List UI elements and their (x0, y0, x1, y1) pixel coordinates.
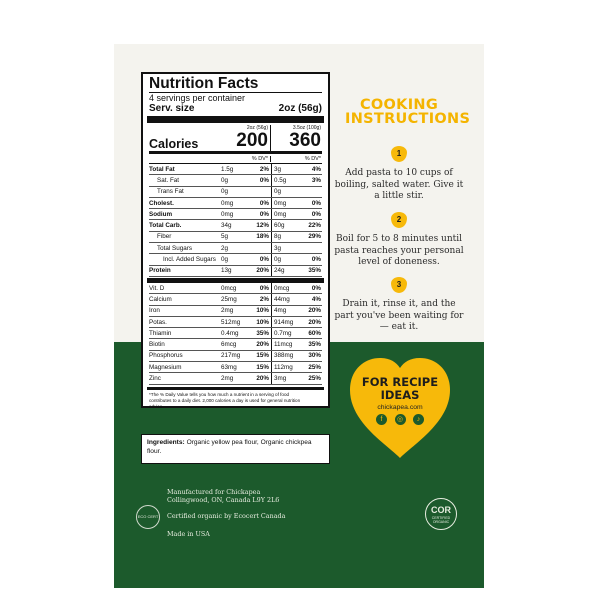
vitamin-a1: 512mg (221, 318, 241, 326)
nutrient-row (149, 220, 322, 231)
vitamin-row (149, 339, 322, 350)
nutrient-name: Trans Fat (157, 188, 184, 196)
vitamin-a2: 0.7mg (271, 328, 299, 338)
step-1-text: Add pasta to 10 cups of boiling, salted water. Give it a little stir. (334, 168, 464, 201)
vitamin-a1: 2mg (221, 374, 234, 382)
nutrient-a1: 13g (221, 267, 232, 275)
nutrient-row (149, 254, 322, 265)
vitamin-p2: 20% (308, 307, 321, 315)
vitamin-p2: 30% (308, 352, 321, 360)
vitamin-a2: 914mg (271, 317, 299, 327)
vitamin-name: Thiamin (149, 329, 172, 337)
nutrient-a2: 8g (271, 232, 299, 242)
calories-label: Calories (149, 137, 199, 151)
vitamin-p1: 20% (256, 374, 269, 382)
vitamin-a2: 44mg (271, 294, 299, 304)
vitamin-p2: 0% (311, 284, 321, 292)
vitamin-p1: 0% (259, 284, 269, 292)
ingredients-box (141, 434, 330, 464)
nutrient-a1: 0g (221, 256, 229, 264)
dv-footnote: *The % Daily Value tells you how much a nutrient in a serving of food contributes to a daily diet. 2,000 calories a day is used for general nutrition advice. (149, 391, 301, 409)
nutrient-name: Cholest. (149, 199, 174, 207)
vitamin-p2: 25% (308, 374, 321, 382)
col2-header: 3.5oz (100g) (270, 125, 322, 131)
nutrient-p1: 20% (256, 267, 269, 275)
vitamin-p1: 15% (256, 363, 269, 371)
vitamin-p2: 25% (308, 363, 321, 371)
manufactured-for (167, 488, 279, 504)
step-2-badge: 2 (391, 212, 407, 228)
vitamin-name: Vit. D (149, 284, 165, 292)
ecocert-logo: ECO CERT (136, 505, 160, 529)
nutrient-p2: 35% (308, 267, 321, 275)
cooking-instructions-title (345, 97, 471, 127)
nutrient-name: Fiber (157, 233, 172, 241)
nutrient-row (149, 266, 322, 277)
nutrient-p2: 0% (311, 256, 321, 264)
nutrient-a1: 0mg (221, 199, 234, 207)
manufactured-line: Manufactured for Chickapea (167, 488, 261, 496)
certified-organic-text: Certified organic by Ecocert Canada (167, 512, 286, 520)
vitamin-p1: 2% (259, 295, 269, 303)
serving-size-value: 2oz (56g) (278, 103, 322, 114)
vitamin-p1: 20% (256, 341, 269, 349)
vitamin-a1: 0.4mg (221, 329, 239, 337)
dv-header-row (149, 154, 322, 164)
servings-per-container: 4 servings per container (149, 92, 322, 103)
vitamin-p1: 10% (256, 307, 269, 315)
vitamin-p2: 60% (308, 329, 321, 337)
nutrient-name: Sodium (149, 210, 173, 218)
nutrient-a1: 0mg (221, 210, 234, 218)
nutrient-row (149, 164, 322, 175)
nutrient-a2: 0g (271, 254, 299, 264)
vitamin-row (149, 294, 322, 305)
recipe-line2: IDEAS (380, 388, 420, 402)
address-line: Collingwood, ON, Canada L9Y 2L6 (167, 496, 280, 504)
nutrient-a1: 0g (221, 176, 229, 184)
social-icons (376, 414, 424, 426)
nutrient-name: Incl. Added Sugars (163, 256, 216, 264)
vitamin-row (149, 373, 322, 384)
nutrient-p1: 0% (259, 210, 269, 218)
nutrient-a1: 0g (221, 188, 229, 196)
ingredients-text: Organic yellow pea flour, Organic chickpea flour. (147, 439, 312, 455)
vitamin-a1: 25mg (221, 295, 237, 303)
nutrient-a1: 1.5g (221, 165, 234, 173)
nutrient-a2: 3g (271, 243, 299, 253)
nutrition-title: Nutrition Facts (149, 75, 259, 92)
nutrient-p1: 0% (259, 199, 269, 207)
vitamin-name: Magnesium (149, 363, 182, 371)
vitamin-a2: 388mg (271, 351, 299, 361)
nutrient-name: Total Fat (149, 165, 175, 173)
vitamin-a1: 2mg (221, 307, 234, 315)
cooking-title-line1: COOKING (359, 97, 439, 113)
nutrient-row (149, 187, 322, 198)
vitamin-p1: 35% (256, 329, 269, 337)
step-2-text: Boil for 5 to 8 minutes until pasta reaches your personal level of doneness. (334, 234, 464, 267)
vitamin-name: Iron (149, 307, 160, 315)
col1-header: 2oz (56g) (246, 125, 268, 131)
nutrient-row (149, 209, 322, 220)
nutrient-a1: 5g (221, 233, 229, 241)
nutrient-name: Total Carb. (149, 222, 182, 230)
nutrient-a1: 2g (221, 244, 229, 252)
dv-header-1: % DV* (251, 155, 268, 162)
step-1-badge: 1 (391, 146, 407, 162)
recipe-line1: FOR RECIPE (361, 375, 439, 389)
nutrient-p2: 4% (311, 165, 321, 173)
vitamin-a1: 217mg (221, 352, 241, 360)
vitamin-a1: 0mcg (221, 284, 237, 292)
vitamin-row (149, 362, 322, 373)
nutrient-a2: 60g (271, 220, 299, 230)
nutrient-p1: 18% (256, 233, 269, 241)
serving-size-label: Serv. size (149, 103, 195, 114)
vitamin-p2: 20% (308, 318, 321, 326)
facebook-icon[interactable]: f (376, 414, 387, 425)
nutrient-a2: 0.5g (271, 175, 299, 185)
vitamin-name: Phosphorus (149, 352, 183, 360)
recipe-ideas-heading (346, 376, 454, 402)
nutrient-p2: 29% (308, 233, 321, 241)
cor-subtext: CERTIFIED ORGANIC (431, 516, 451, 524)
vitamin-row (149, 351, 322, 362)
nutrient-a2: 0mg (271, 198, 299, 208)
divider-mid (147, 387, 324, 390)
divider-thick (147, 116, 324, 123)
nutrient-row (149, 198, 322, 209)
nutrient-p2: 3% (311, 176, 321, 184)
vitamin-row (149, 306, 322, 317)
cooking-title-line2: INSTRUCTIONS (345, 111, 471, 127)
nutrient-name: Protein (149, 267, 171, 275)
calories-row (149, 131, 322, 154)
nutrient-p1: 12% (256, 222, 269, 230)
instagram-icon[interactable]: ◎ (395, 414, 406, 425)
dv-header-2: % DV* (270, 156, 322, 162)
vitamin-p1: 15% (256, 352, 269, 360)
vitamin-name: Zinc (149, 374, 161, 382)
calories-value-1: 200 (236, 130, 268, 151)
serving-size-row (149, 103, 322, 115)
nutrient-row (149, 243, 322, 254)
nutrient-p2: 22% (308, 222, 321, 230)
vitamin-a2: 11mcg (271, 339, 299, 349)
nutrient-row (149, 175, 322, 186)
nutrient-a2: 3g (271, 164, 299, 174)
nutrition-facts-label (141, 72, 330, 408)
nutrient-p1: 0% (259, 176, 269, 184)
vitamin-p2: 4% (311, 295, 321, 303)
made-in-text: Made in USA (167, 530, 210, 538)
vitamin-a2: 0mcg (271, 283, 299, 293)
vitamin-name: Calcium (149, 295, 172, 303)
vitamin-name: Biotin (149, 341, 165, 349)
vitamin-a1: 6mcg (221, 341, 237, 349)
nutrient-list (149, 164, 322, 277)
cor-text: COR (431, 505, 451, 515)
nutrient-a1: 34g (221, 222, 232, 230)
nutrient-name: Total Sugars (157, 244, 193, 252)
vitamin-a1: 63mg (221, 363, 237, 371)
step-3-text: Drain it, rinse it, and the part you've been waiting for — eat it. (334, 299, 464, 332)
vitamin-a2: 112mg (271, 362, 299, 372)
nutrient-a2: 0g (271, 187, 299, 197)
vitamin-p1: 10% (256, 318, 269, 326)
website-url[interactable]: chickapea.com (377, 404, 423, 411)
nutrient-p1: 2% (259, 165, 269, 173)
vitamin-list (149, 283, 322, 385)
vitamin-p2: 35% (308, 341, 321, 349)
vitamin-a2: 3mg (271, 373, 299, 383)
nutrient-name: Sat. Fat (157, 176, 180, 184)
ingredients-label: Ingredients: (147, 439, 185, 446)
cor-logo (425, 498, 457, 530)
step-3-badge: 3 (391, 277, 407, 293)
nutrient-a2: 0mg (271, 209, 299, 219)
vitamin-row (149, 283, 322, 294)
nutrient-row (149, 232, 322, 243)
nutrient-p1: 0% (259, 256, 269, 264)
tiktok-icon[interactable]: ♪ (413, 414, 424, 425)
nutrient-a2: 24g (271, 266, 299, 276)
vitamin-row (149, 317, 322, 328)
calories-value-2: 360 (270, 131, 322, 151)
vitamin-name: Potas. (149, 318, 167, 326)
nutrient-p2: 0% (311, 210, 321, 218)
nutrient-p2: 0% (311, 199, 321, 207)
vitamin-a2: 4mg (271, 306, 299, 316)
vitamin-row (149, 328, 322, 339)
